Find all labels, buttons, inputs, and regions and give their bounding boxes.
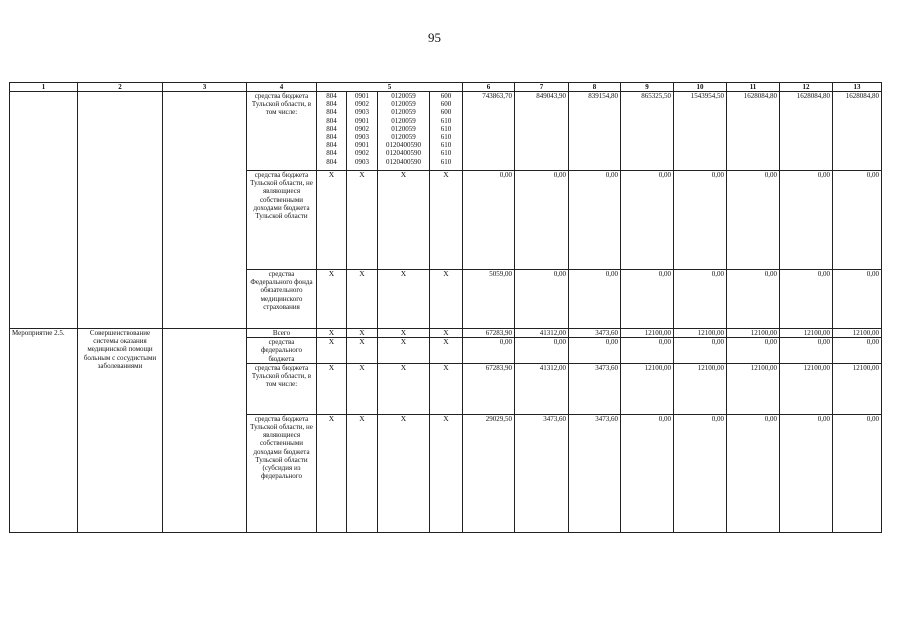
column-number: 13: [833, 83, 882, 92]
amount-cell: 1628084,80: [833, 92, 882, 171]
funding-source-cell: средства бюджета Тульской области, не являющиеся собственными доходами бюджета Тульской области (субсидия из федерального: [247, 414, 317, 532]
amount-cell: 743863,70: [463, 92, 515, 171]
column-number: 10: [674, 83, 727, 92]
amount-cell: 0,00: [515, 171, 569, 270]
funding-source-cell: средства бюджета Тульской области, в том числе:: [247, 92, 317, 171]
code-target-cell: Х: [378, 171, 430, 270]
budget-table: [9, 82, 882, 533]
amount-cell: 12100,00: [833, 329, 882, 338]
code-expense-type-cell: Х: [430, 414, 463, 532]
amount-cell: 0,00: [727, 270, 780, 329]
amount-cell: 865325,50: [621, 92, 674, 171]
code-target-cell: Х: [378, 329, 430, 338]
funding-source-cell: средства бюджета Тульской области, в том числе:: [247, 363, 317, 414]
code-expense-type-cell: Х: [430, 363, 463, 414]
amount-cell: 12100,00: [674, 329, 727, 338]
measure-number-cell: Мероприятие 2.5.: [10, 329, 78, 533]
amount-cell: 0,00: [463, 338, 515, 364]
column-number-row: [10, 83, 882, 92]
code-target-cell: Х: [378, 338, 430, 364]
amount-cell: 12100,00: [621, 329, 674, 338]
amount-cell: 0,00: [621, 171, 674, 270]
amount-cell: 0,00: [621, 338, 674, 364]
funding-source-cell: средства Федерального фонда обязательного медицинского страхования: [247, 270, 317, 329]
amount-cell: 3473,60: [569, 414, 621, 532]
code-kfsr-cell: Х: [317, 270, 347, 329]
amount-cell: 0,00: [621, 414, 674, 532]
amount-cell: 0,00: [833, 338, 882, 364]
column-number: 2: [78, 83, 163, 92]
amount-cell: 0,00: [515, 338, 569, 364]
code-expense-type-cell: Х: [430, 171, 463, 270]
amount-cell: 849043,90: [515, 92, 569, 171]
amount-cell: 41312,00: [515, 363, 569, 414]
amount-cell: 0,00: [674, 270, 727, 329]
code-target-cell: Х: [378, 363, 430, 414]
amount-cell: 67283,90: [463, 329, 515, 338]
amount-cell: 0,00: [674, 414, 727, 532]
col1-cell: [10, 92, 78, 329]
column-number: 12: [780, 83, 833, 92]
table-row: [10, 329, 882, 338]
amount-cell: 839154,80: [569, 92, 621, 171]
amount-cell: 0,00: [727, 414, 780, 532]
amount-cell: 3473,60: [569, 363, 621, 414]
column-number: 5: [317, 83, 463, 92]
col3-cell: [163, 92, 247, 329]
code-expense-type-cell: Х: [430, 338, 463, 364]
code-expense-type-cell: Х: [430, 270, 463, 329]
code-kfsr-cell: Х: [317, 329, 347, 338]
column-number: 8: [569, 83, 621, 92]
amount-cell: 5059,00: [463, 270, 515, 329]
code-section-cell: Х: [347, 414, 378, 532]
measure-name-cell: Совершенствование системы оказания медицинской помощи больным с сосудистыми заболеваниями: [78, 329, 163, 533]
code-section-cell: Х: [347, 270, 378, 329]
code-section-cell: 0901 0902 0903 0901 0902 0903 0901 0902 0903: [347, 92, 378, 171]
amount-cell: 0,00: [463, 171, 515, 270]
amount-cell: 1543954,50: [674, 92, 727, 171]
code-target-cell: Х: [378, 414, 430, 532]
amount-cell: 12100,00: [727, 363, 780, 414]
amount-cell: 12100,00: [780, 363, 833, 414]
amount-cell: 0,00: [780, 338, 833, 364]
code-kfsr-cell: Х: [317, 171, 347, 270]
column-number: 6: [463, 83, 515, 92]
amount-cell: 0,00: [674, 171, 727, 270]
col3-cell: [163, 329, 247, 533]
amount-cell: 12100,00: [621, 363, 674, 414]
funding-source-cell: средства бюджета Тульской области, не являющиеся собственными доходами бюджета Тульской области: [247, 171, 317, 270]
column-number: 11: [727, 83, 780, 92]
amount-cell: 0,00: [515, 270, 569, 329]
amount-cell: 0,00: [674, 338, 727, 364]
code-section-cell: Х: [347, 329, 378, 338]
table-row: [10, 92, 882, 171]
amount-cell: 0,00: [727, 338, 780, 364]
amount-cell: 0,00: [780, 414, 833, 532]
amount-cell: 0,00: [780, 270, 833, 329]
funding-source-cell: Всего: [247, 329, 317, 338]
code-kfsr-cell: Х: [317, 338, 347, 364]
amount-cell: 0,00: [727, 171, 780, 270]
column-number: 7: [515, 83, 569, 92]
code-expense-type-cell: Х: [430, 329, 463, 338]
funding-source-cell: средства федерального бюджета: [247, 338, 317, 364]
amount-cell: 67283,90: [463, 363, 515, 414]
code-section-cell: Х: [347, 171, 378, 270]
amount-cell: 29029,50: [463, 414, 515, 532]
code-kfsr-cell: Х: [317, 363, 347, 414]
amount-cell: 0,00: [569, 338, 621, 364]
amount-cell: 0,00: [833, 270, 882, 329]
amount-cell: 0,00: [780, 171, 833, 270]
column-number: 1: [10, 83, 78, 92]
amount-cell: 12100,00: [674, 363, 727, 414]
amount-cell: 0,00: [621, 270, 674, 329]
code-section-cell: Х: [347, 363, 378, 414]
code-target-cell: Х: [378, 270, 430, 329]
amount-cell: 3473,60: [569, 329, 621, 338]
amount-cell: 41312,00: [515, 329, 569, 338]
col2-cell: [78, 92, 163, 329]
amount-cell: 12100,00: [780, 329, 833, 338]
code-kfsr-cell: Х: [317, 414, 347, 532]
code-kfsr-cell: 804 804 804 804 804 804 804 804 804: [317, 92, 347, 171]
code-expense-type-cell: 600 600 600 610 610 610 610 610 610: [430, 92, 463, 171]
amount-cell: 12100,00: [727, 329, 780, 338]
page-number: 95: [428, 30, 441, 45]
code-section-cell: Х: [347, 338, 378, 364]
column-number: 4: [247, 83, 317, 92]
amount-cell: 12100,00: [833, 363, 882, 414]
code-target-cell: 0120059 0120059 0120059 0120059 0120059 0120059 0120400590 0120400590 0120400590: [378, 92, 430, 171]
amount-cell: 0,00: [833, 414, 882, 532]
amount-cell: 0,00: [569, 270, 621, 329]
amount-cell: 1628084,80: [727, 92, 780, 171]
amount-cell: 0,00: [833, 171, 882, 270]
amount-cell: 0,00: [569, 171, 621, 270]
column-number: 3: [163, 83, 247, 92]
amount-cell: 1628084,80: [780, 92, 833, 171]
column-number: 9: [621, 83, 674, 92]
amount-cell: 3473,60: [515, 414, 569, 532]
